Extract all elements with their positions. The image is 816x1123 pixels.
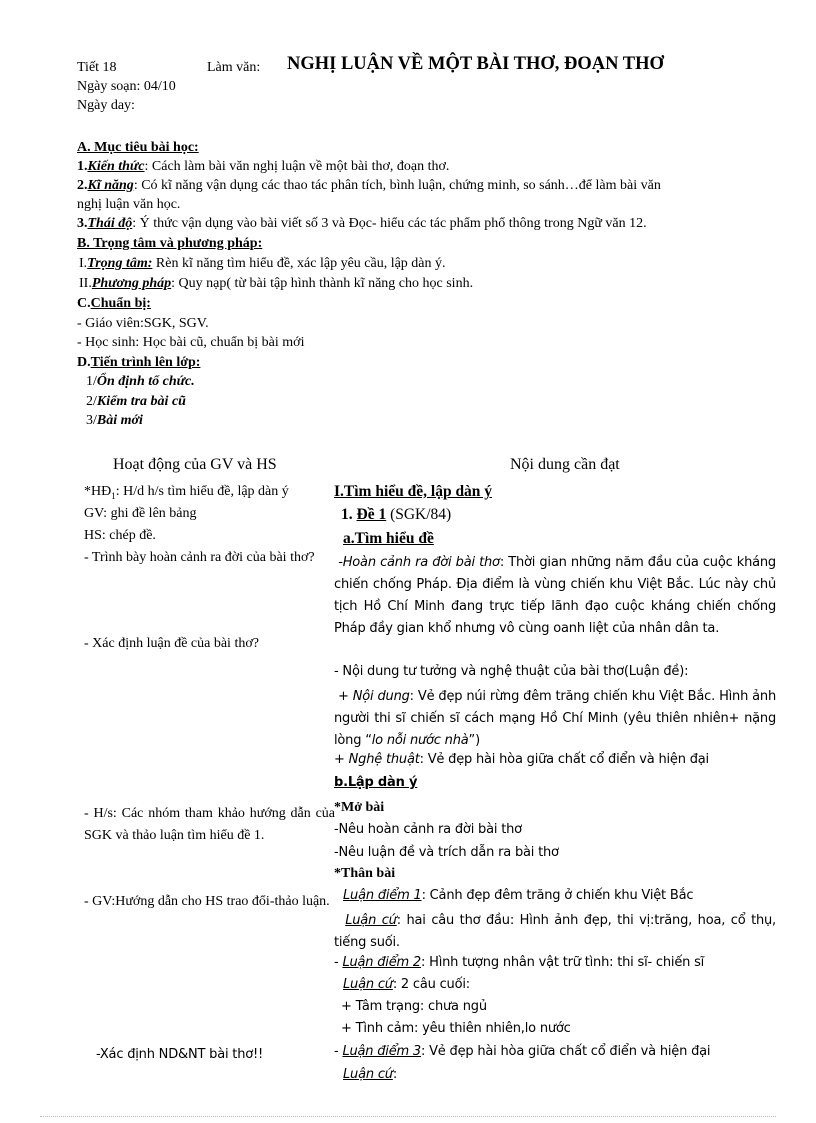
sub-heading-a: a.Tìm hiểu đề (343, 530, 434, 547)
evidence-2: Luận cứ: 2 câu cuối: (343, 977, 470, 992)
section-c-teacher: - Giáo viên:SGK, SGV. (77, 316, 209, 331)
teacher-action-1: GV: ghi đề lên bảng (84, 506, 197, 521)
point-3: - Luận điểm 3: Vẻ đẹp hài hòa giữa chất cổ điển và hiện đại (334, 1044, 711, 1059)
art-line: + Nghệ thuật: Vẻ đẹp hài hòa giữa chất cổ điển và hiện đại (334, 752, 709, 767)
sub-heading-b: b.Lập dàn ý (334, 775, 418, 790)
teach-date: Ngày day: (77, 98, 135, 113)
context-paragraph: -Hoàn cảnh ra đời bài thơ: Thời gian những năm đầu của cuộc kháng chiến chống Pháp. Địa điểm là vùng chiến khu Việt Bắc. Lúc này chủ tịch Hồ Chí Minh đang trực tiếp lãnh đạo cuộc kháng chiến chống Pháp đầy gian khổ nhưng vô cùng oanh liệt của nhân dân ta. (334, 555, 776, 636)
section-c-heading: C.Chuẩn bị: (77, 296, 151, 311)
section-b-focus: I.Trọng tâm: Rèn kĩ năng tìm hiểu đề, xác lập yêu cầu, lập dàn ý. (79, 256, 446, 271)
point-1: Luận điểm 1: Cảnh đẹp đêm trăng ở chiến khu Việt Bắc (343, 888, 694, 903)
body-heading: *Thân bài (334, 866, 396, 881)
intro-heading: *Mở bài (334, 800, 385, 815)
question-discussion: - GV:Hướng dẫn cho HS trao đổi-thảo luận. (84, 894, 330, 909)
activity-1: $*HĐ_1$: H/d h/s tìm hiểu đề, lập dàn ý (84, 484, 289, 501)
section-d-step-2: 2/Kiểm tra bài cũ (86, 394, 186, 409)
section-a-item-1: 1.Kiến thức: Cách làm bài văn nghị luận về một bài thơ, đoạn thơ. (77, 159, 450, 174)
intro-item-2: -Nêu luận đề và trích dẫn ra bài thơ (334, 845, 559, 860)
section-d-step-3: 3/Bài mới (86, 413, 143, 428)
right-column-heading: Nội dung cần đạt (510, 456, 620, 473)
section-a-item-2-cont: nghị luận văn học. (77, 197, 181, 212)
page-bottom-rule (40, 1116, 776, 1117)
mood-item: + Tâm trạng: chưa ngủ (341, 999, 487, 1014)
intro-item-1: -Nêu hoàn cảnh ra đời bài thơ (334, 822, 522, 837)
page-title: NGHỊ LUẬN VỀ MỘT BÀI THƠ, ĐOẠN THƠ (287, 54, 664, 74)
section-i-heading: I.Tìm hiểu đề, lập dàn ý (334, 483, 493, 500)
section-a-item-2: 2.Kĩ năng: Có kĩ năng vận dụng các thao tác phân tích, bình luận, chứng minh, so sánh…để làm bài văn (77, 178, 661, 193)
lesson-number: Tiết 18 (77, 60, 117, 75)
left-column-heading: Hoạt động của GV và HS (113, 456, 277, 473)
content-paragraph: + Nội dung: Vẻ đẹp núi rừng đêm trăng chiến khu Việt Bắc. Hình ảnh người thi sĩ chiến sĩ cách mạng Hồ Chí Minh (yêu thiên nhiên+ nặng lòng “lo nỗi nước nhà”) (334, 689, 777, 748)
question-thesis: - Xác định luận đề của bài thơ? (84, 636, 259, 651)
section-c-student: - Học sinh: Học bài cũ, chuẩn bị bài mới (77, 335, 305, 350)
thesis-line: - Nội dung tư tưởng và nghệ thuật của bài thơ(Luận đề): (334, 664, 689, 679)
question-group-work: - H/s: Các nhóm tham khảo hướng dẫn của SGK và thảo luận tìm hiểu đề 1. (84, 806, 335, 843)
question-content-art: -Xác định ND&NT bài thơ!! (96, 1047, 264, 1062)
point-2: - Luận điểm 2: Hình tượng nhân vật trữ tình: thi sĩ- chiến sĩ (334, 955, 705, 970)
question-context: - Trình bày hoàn cảnh ra đời của bài thơ? (84, 550, 315, 565)
section-b-heading: B. Trọng tâm và phương pháp: (77, 236, 263, 251)
feeling-item: + Tình cảm: yêu thiên nhiên,lo nước (341, 1021, 571, 1036)
subject-label: Làm văn: (207, 60, 261, 75)
section-d-heading: D.Tiến trình lên lớp: (77, 355, 201, 370)
section-a-item-3: 3.Thái độ: Ý thức vận dụng vào bài viết số 3 và Đọc- hiểu các tác phẩm phổ thông trong Ngữ văn 12. (77, 216, 647, 231)
student-action-1: HS: chép đề. (84, 528, 156, 543)
topic-1: 1. Đề 1 (SGK/84) (341, 506, 452, 523)
section-b-method: II.Phương pháp: Quy nạp( từ bài tập hình thành kĩ năng cho học sinh. (79, 276, 474, 291)
section-d-step-1: 1/Ổn định tổ chức. (86, 374, 195, 389)
section-a-heading: A. Mục tiêu bài học: (77, 140, 199, 155)
evidence-1: Luận cứ: hai câu thơ đầu: Hình ảnh đẹp, thi vị:trăng, hoa, cổ thụ, tiếng suối. (334, 913, 776, 950)
evidence-3: Luận cứ: (343, 1067, 397, 1082)
prep-date: Ngày soạn: 04/10 (77, 79, 176, 94)
